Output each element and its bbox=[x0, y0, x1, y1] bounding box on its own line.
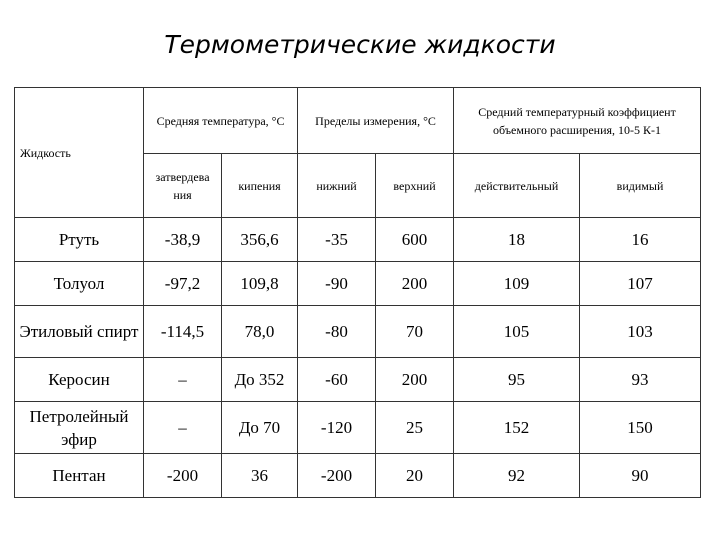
table-row bbox=[15, 262, 701, 306]
cell-solidification: – bbox=[144, 358, 222, 402]
cell-actual: 92 bbox=[454, 454, 580, 498]
cell-boiling: 109,8 bbox=[222, 262, 298, 306]
cell-actual: 18 bbox=[454, 218, 580, 262]
liquids-table bbox=[14, 87, 701, 498]
cell-lower: -60 bbox=[298, 358, 376, 402]
cell-boiling: До 70 bbox=[222, 402, 298, 454]
cell-boiling: 36 bbox=[222, 454, 298, 498]
cell-lower: -120 bbox=[298, 402, 376, 454]
cell-actual: 152 bbox=[454, 402, 580, 454]
cell-actual: 105 bbox=[454, 306, 580, 358]
cell-upper: 20 bbox=[376, 454, 454, 498]
cell-solidification: -114,5 bbox=[144, 306, 222, 358]
cell-visible: 90 bbox=[580, 454, 701, 498]
header-boiling: кипения bbox=[222, 154, 298, 218]
cell-upper: 200 bbox=[376, 358, 454, 402]
cell-visible: 150 bbox=[580, 402, 701, 454]
cell-liquid-name: Пентан bbox=[15, 454, 144, 498]
cell-liquid-name: Этиловый спирт bbox=[15, 306, 144, 358]
header-actual: действительный bbox=[454, 154, 580, 218]
cell-boiling: 356,6 bbox=[222, 218, 298, 262]
cell-solidification: -38,9 bbox=[144, 218, 222, 262]
cell-lower: -200 bbox=[298, 454, 376, 498]
cell-visible: 103 bbox=[580, 306, 701, 358]
header-upper: верхний bbox=[376, 154, 454, 218]
cell-solidification: – bbox=[144, 402, 222, 454]
cell-liquid-name: Ртуть bbox=[15, 218, 144, 262]
table-row bbox=[15, 402, 701, 454]
cell-liquid-name: Керосин bbox=[15, 358, 144, 402]
header-coef: Средний температурный коэффициент объемного расширения, 10-5 К-1 bbox=[454, 88, 701, 154]
cell-liquid-name: Петролейный эфир bbox=[15, 402, 144, 454]
cell-solidification: -97,2 bbox=[144, 262, 222, 306]
cell-actual: 109 bbox=[454, 262, 580, 306]
cell-lower: -80 bbox=[298, 306, 376, 358]
cell-solidification: -200 bbox=[144, 454, 222, 498]
cell-upper: 600 bbox=[376, 218, 454, 262]
header-avg-temp: Средняя температура, °С bbox=[144, 88, 298, 154]
header-lower: нижний bbox=[298, 154, 376, 218]
cell-lower: -90 bbox=[298, 262, 376, 306]
header-liquid: Жидкость bbox=[15, 88, 144, 218]
cell-lower: -35 bbox=[298, 218, 376, 262]
cell-boiling: 78,0 bbox=[222, 306, 298, 358]
table-row bbox=[15, 218, 701, 262]
table-row bbox=[15, 454, 701, 498]
cell-upper: 200 bbox=[376, 262, 454, 306]
header-visible: видимый bbox=[580, 154, 701, 218]
cell-liquid-name: Толуол bbox=[15, 262, 144, 306]
table-row bbox=[15, 358, 701, 402]
header-range: Пределы измерения, °С bbox=[298, 88, 454, 154]
cell-visible: 93 bbox=[580, 358, 701, 402]
cell-visible: 16 bbox=[580, 218, 701, 262]
cell-upper: 25 bbox=[376, 402, 454, 454]
cell-actual: 95 bbox=[454, 358, 580, 402]
cell-upper: 70 bbox=[376, 306, 454, 358]
header-row-1 bbox=[15, 88, 701, 154]
cell-boiling: До 352 bbox=[222, 358, 298, 402]
page-title: Термометрические жидкости bbox=[164, 30, 556, 59]
header-solidification: затвердева ния bbox=[144, 154, 222, 218]
table-row bbox=[15, 306, 701, 358]
cell-visible: 107 bbox=[580, 262, 701, 306]
